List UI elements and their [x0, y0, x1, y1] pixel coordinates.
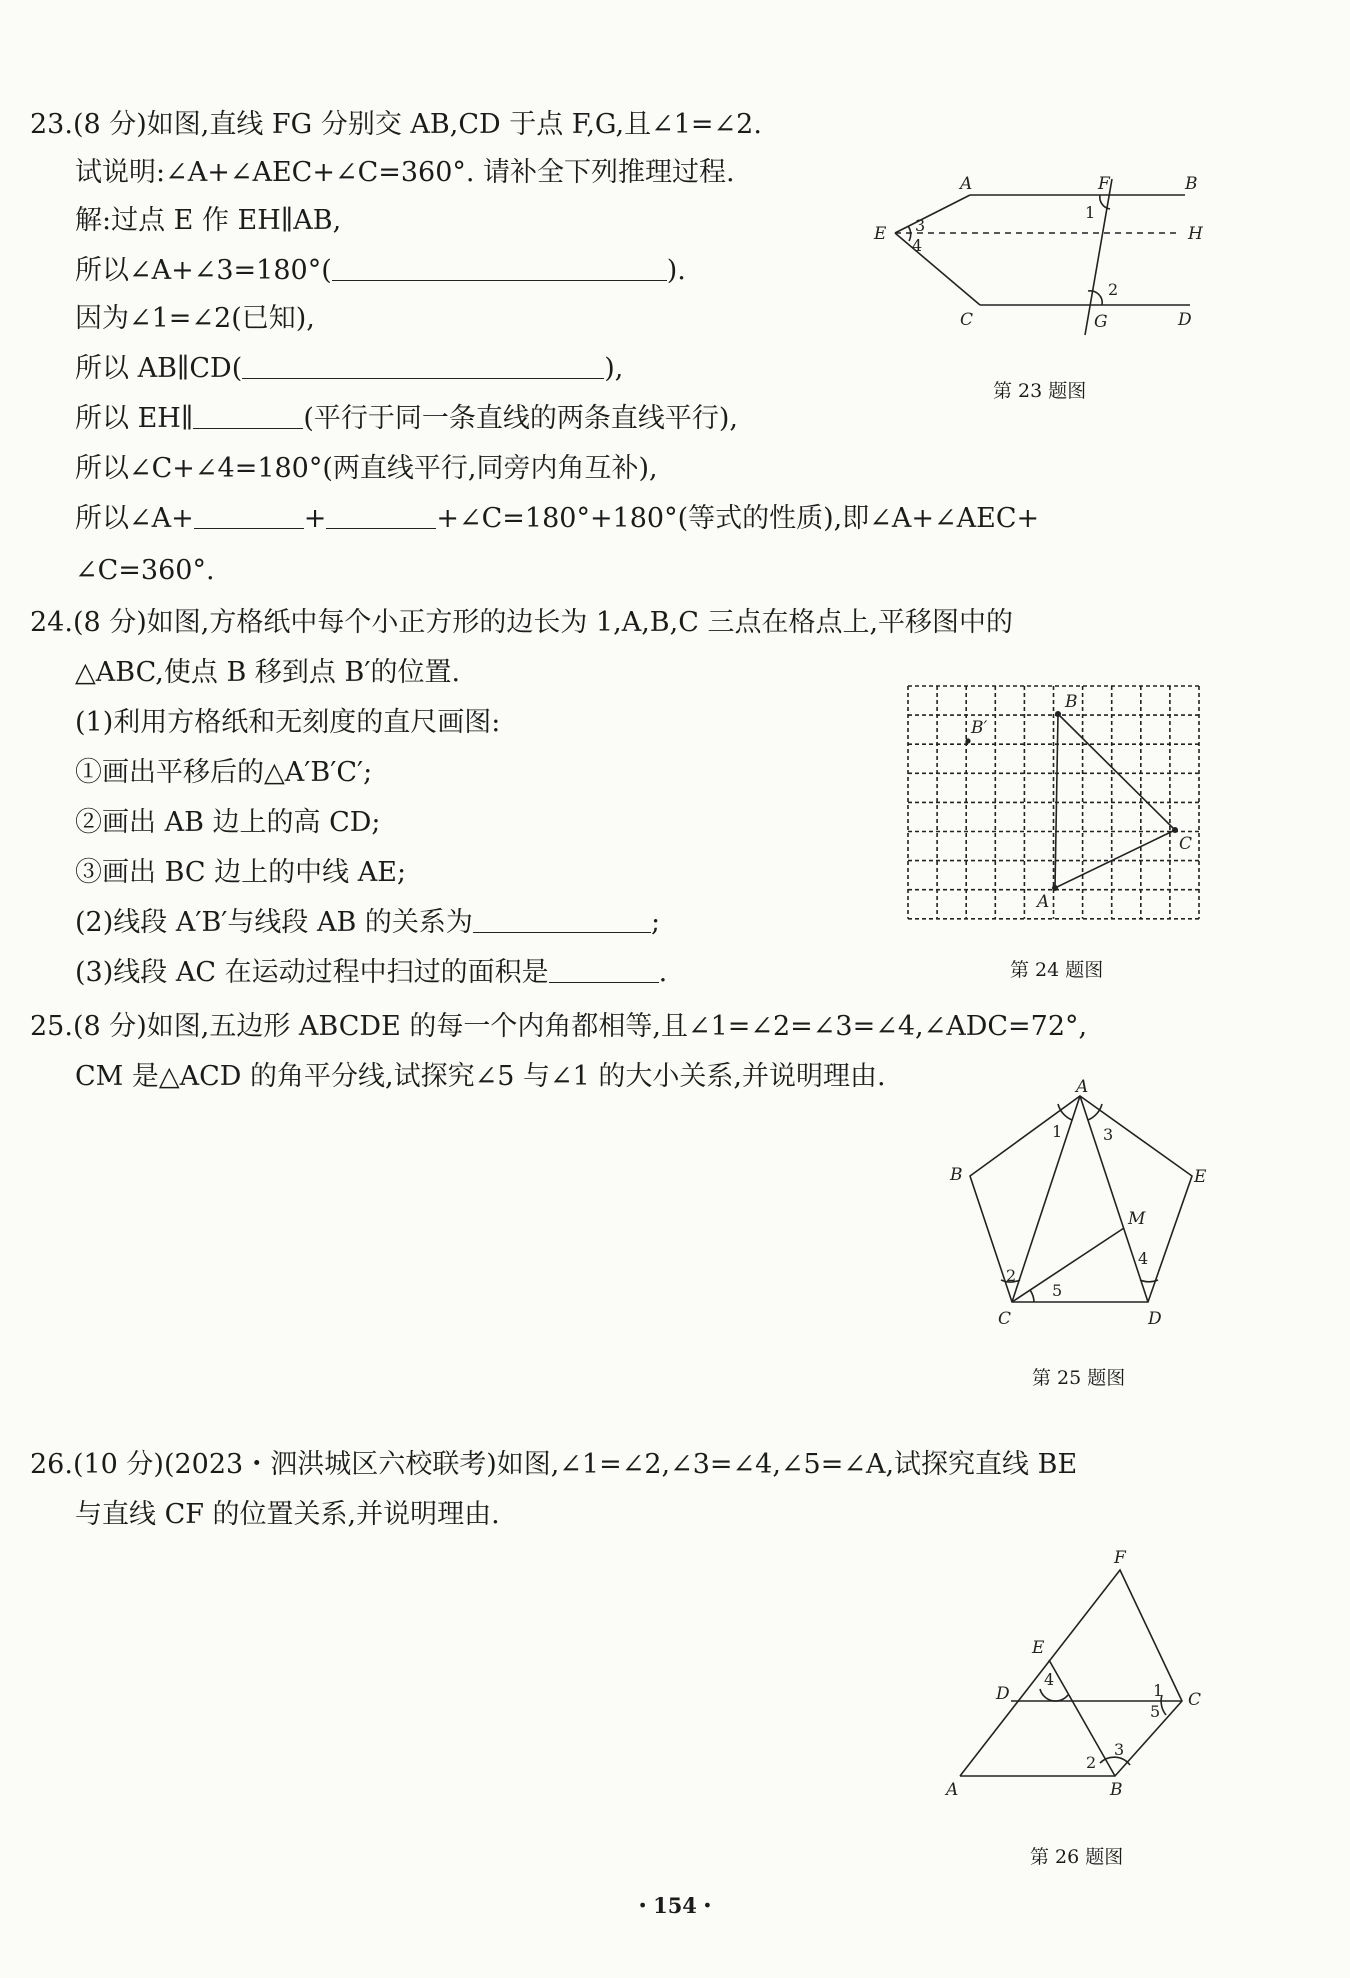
q25-bisector-cm	[1012, 1228, 1124, 1302]
q24-line-6: ③画出 BC 边上的中线 AE;	[75, 857, 407, 888]
q25-label-angle-4: 4	[1138, 1249, 1149, 1268]
q26-outline	[960, 1570, 1182, 1776]
q26-label-a: A	[946, 1780, 959, 1800]
q23-line-6-text: 所以 AB∥CD(	[75, 353, 243, 384]
q26-label-angle-4: 4	[1044, 1670, 1055, 1689]
q24-line-7-end: ;	[650, 907, 661, 938]
q24-label-b-prime: B′	[971, 718, 988, 738]
q24-line-7	[75, 904, 660, 942]
q26-label-angle-3: 3	[1114, 1740, 1125, 1759]
q25-label-a: A	[1076, 1077, 1089, 1097]
q24-line-4: ①画出平移后的△A′B′C′;	[75, 757, 373, 788]
q24-grid-figure	[905, 683, 1205, 917]
q24-caption: 第 24 题图	[1010, 959, 1104, 981]
q25-label-b: B	[950, 1165, 963, 1185]
q25-label-angle-3: 3	[1103, 1125, 1114, 1144]
q25-label-angle-5: 5	[1052, 1281, 1063, 1300]
q23-blank-4[interactable]	[194, 502, 304, 529]
q24-line-3: (1)利用方格纸和无刻度的直尺画图:	[75, 707, 501, 738]
q23-line-3: 解:过点 E 作 EH∥AB,	[75, 205, 342, 236]
q25-label-angle-2: 2	[1006, 1266, 1017, 1285]
q23-line-8: 所以∠C+∠4=180°(两直线平行,同旁内角互补),	[75, 453, 658, 484]
q23-label-c: C	[960, 310, 974, 330]
q24-point-a	[1052, 885, 1058, 891]
q23-blank-5[interactable]	[326, 502, 436, 529]
q26-caption: 第 26 题图	[1030, 1846, 1124, 1868]
q26-line-1: 26.(10 分)(2023・泗洪城区六校联考)如图,∠1=∠2,∠3=∠4,∠5=∠A,试探究直线 BE	[30, 1449, 1078, 1480]
q23-line-4-end: ).	[666, 255, 686, 286]
q23-label-h: H	[1188, 224, 1203, 244]
q23-line-1: 23.(8 分)如图,直线 FG 分别交 AB,CD 于点 F,G,且∠1=∠2.	[30, 109, 762, 140]
q23-line-10: ∠C=360°.	[75, 555, 215, 586]
q24-point-c	[1172, 827, 1178, 833]
q23-label-e: E	[874, 224, 887, 244]
q23-line-9-text: 所以∠A+	[75, 503, 194, 534]
q23-line-4	[75, 252, 686, 290]
q23-caption: 第 23 题图	[993, 380, 1087, 402]
q24-line-7-text: (2)线段 A′B′与线段 AB 的关系为	[75, 907, 473, 938]
q25-angle-arc-4	[1140, 1280, 1158, 1282]
q23-line-7-end: (平行于同一条直线的两条直线平行),	[303, 403, 738, 434]
q23-line-6	[75, 350, 623, 388]
q26-label-angle-2: 2	[1086, 1753, 1097, 1772]
q26-label-d: D	[996, 1684, 1010, 1704]
q23-figure	[860, 165, 1220, 345]
q23-line-ea	[895, 195, 970, 233]
q23-label-b: B	[1185, 174, 1198, 194]
q25-label-angle-1: 1	[1052, 1122, 1063, 1141]
q24-grid-lines	[908, 686, 1199, 919]
q24-line-1: 24.(8 分)如图,方格纸中每个小正方形的边长为 1,A,B,C 三点在格点上,平移图中的	[30, 607, 1014, 638]
q23-label-angle-1: 1	[1085, 203, 1096, 222]
q25-figure	[950, 1077, 1220, 1330]
q25-label-d: D	[1148, 1309, 1162, 1329]
q23-label-f: F	[1098, 174, 1110, 194]
q24-label-b: B	[1065, 692, 1078, 712]
q23-line-2: 试说明:∠A+∠AEC+∠C=360°. 请补全下列推理过程.	[75, 157, 735, 188]
q23-line-4-text: 所以∠A+∠3=180°(	[75, 255, 332, 286]
q23-blank-1[interactable]	[332, 254, 667, 281]
q25-caption: 第 25 题图	[1032, 1367, 1126, 1389]
q23-label-g: G	[1094, 312, 1108, 332]
q26-angle-arc-4	[1040, 1689, 1068, 1701]
q23-label-angle-3: 3	[915, 216, 926, 235]
q24-label-a: A	[1037, 892, 1050, 912]
q25-pentagon	[970, 1096, 1192, 1302]
q25-line-2: CM 是△ACD 的角平分线,试探究∠5 与∠1 的大小关系,并说明理由.	[75, 1061, 886, 1092]
q25-diagonal-ac	[1012, 1096, 1080, 1302]
q23-line-7	[75, 400, 738, 438]
q23-line-ec	[895, 233, 980, 305]
q23-label-d: D	[1178, 310, 1192, 330]
q25-label-e: E	[1194, 1167, 1207, 1187]
q23-line-9-plus: +	[303, 503, 327, 534]
q23-line-9	[75, 500, 1039, 538]
q23-line-9-end: +∠C=180°+180°(等式的性质),即∠A+∠AEC+	[436, 503, 1040, 534]
q24-label-c: C	[1179, 834, 1193, 854]
q25-label-c: C	[998, 1309, 1012, 1329]
q24-line-5: ②画出 AB 边上的高 CD;	[75, 807, 381, 838]
q23-blank-2[interactable]	[242, 352, 604, 379]
q26-label-angle-1: 1	[1153, 1681, 1164, 1700]
q25-line-1: 25.(8 分)如图,五边形 ABCDE 的每一个内角都相等,且∠1=∠2=∠3=∠4,∠ADC=72°,	[30, 1011, 1088, 1042]
q23-label-a: A	[960, 174, 973, 194]
q25-diagonal-ad	[1080, 1096, 1148, 1302]
q24-line-8	[75, 954, 667, 992]
q24-point-b-prime	[965, 738, 970, 743]
q26-label-angle-5: 5	[1150, 1702, 1161, 1721]
q24-blank-1[interactable]	[473, 906, 651, 933]
q26-figure	[940, 1545, 1220, 1815]
q25-angle-arc-5	[1030, 1290, 1034, 1302]
q24-point-b	[1055, 711, 1061, 717]
q23-blank-3[interactable]	[193, 402, 303, 429]
q23-line-5: 因为∠1=∠2(已知),	[75, 303, 315, 334]
q23-label-angle-4: 4	[912, 236, 923, 255]
q24-line-8-end: .	[658, 957, 668, 988]
q24-triangle-abc	[1055, 714, 1175, 888]
q26-label-f: F	[1114, 1548, 1126, 1568]
page-number: ・154・	[632, 1893, 718, 1918]
q26-label-b: B	[1110, 1780, 1123, 1800]
q23-label-angle-2: 2	[1108, 280, 1119, 299]
q24-line-8-text: (3)线段 AC 在运动过程中扫过的面积是	[75, 957, 549, 988]
q26-label-c: C	[1188, 1690, 1202, 1710]
q26-label-e: E	[1032, 1638, 1045, 1658]
q26-line-2: 与直线 CF 的位置关系,并说明理由.	[75, 1499, 500, 1530]
q23-line-7-text: 所以 EH∥	[75, 403, 194, 434]
q24-blank-2[interactable]	[549, 956, 659, 983]
q25-label-m: M	[1128, 1209, 1146, 1229]
q23-line-6-end: ),	[604, 353, 624, 384]
q24-line-2: △ABC,使点 B 移到点 B′的位置.	[75, 657, 461, 688]
